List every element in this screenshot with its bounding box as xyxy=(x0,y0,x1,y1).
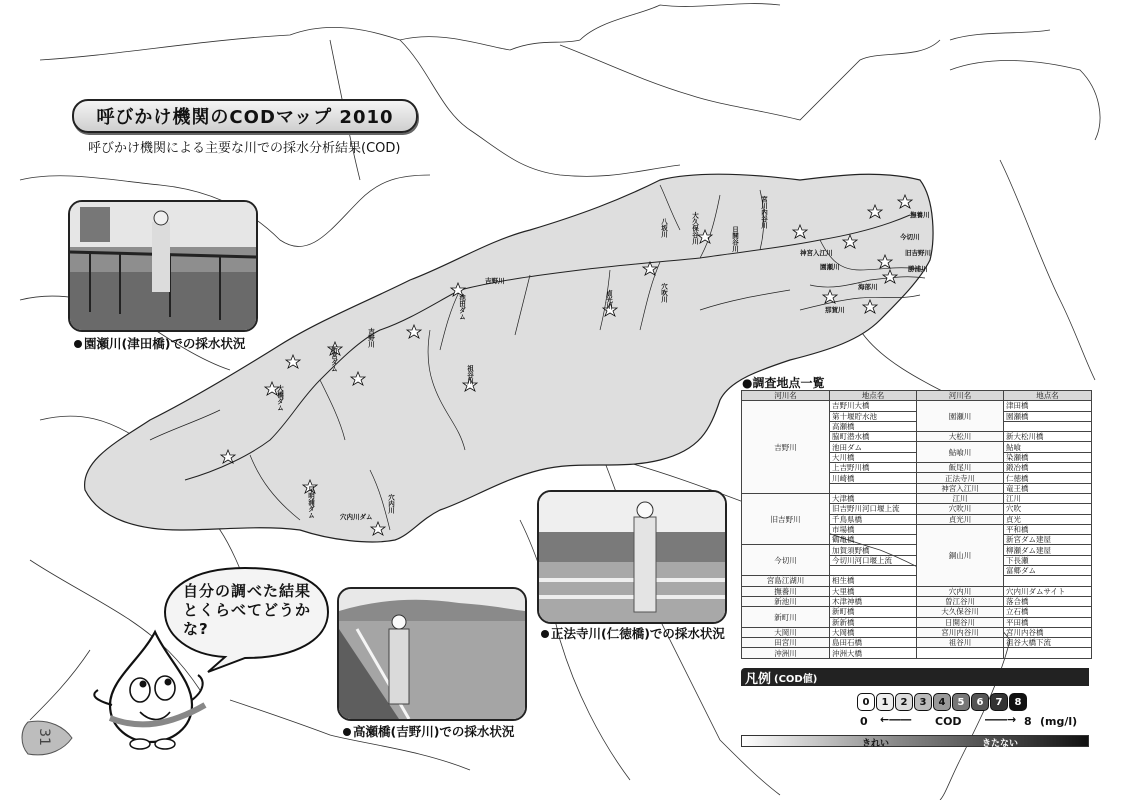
table-row xyxy=(742,648,1092,658)
legend-title-bar xyxy=(741,668,1089,686)
table-header-row xyxy=(742,391,1092,401)
scale-axis-label: COD xyxy=(935,715,962,728)
river-name-cell: 田宮川 xyxy=(742,638,830,648)
river-name-cell: 宮川内谷川 xyxy=(917,627,1004,637)
map-label-jinke: 神宮入江川 xyxy=(800,249,833,257)
legend-subtitle: (COD値) xyxy=(774,673,818,685)
scale-max: 8 xyxy=(1024,715,1032,728)
table-row xyxy=(742,401,1092,411)
site-name-cell: 江川 xyxy=(1004,493,1092,503)
site-name-cell: 竜王橋 xyxy=(1004,483,1092,493)
table-row xyxy=(742,586,1092,596)
photo-shobo-image xyxy=(539,492,725,622)
site-name-cell: 市場橋 xyxy=(830,524,917,534)
page-title: 呼びかけ機関のCODマップ 2010 xyxy=(72,99,418,133)
river-name-cell: 江川 xyxy=(917,493,1004,503)
site-name-cell: 沖洲大橋 xyxy=(830,648,917,658)
site-name-cell: 加賀須野橋 xyxy=(830,545,917,555)
site-name-cell: 千鳥県橋 xyxy=(830,514,917,524)
river-name-cell: 正法寺川 xyxy=(917,473,1004,483)
photo-takase xyxy=(337,587,527,721)
site-name-cell: 平和橋 xyxy=(1004,524,1092,534)
page-subtitle: 呼びかけ機関による主要な川での採水分析結果(COD) xyxy=(88,141,401,156)
scale-cell: 4 xyxy=(933,693,951,711)
photo-caption-text: 高瀬橋(吉野川)での採水状況 xyxy=(353,724,515,739)
site-name-cell: 平田橋 xyxy=(1004,617,1092,627)
scale-cell: 2 xyxy=(895,693,913,711)
photo-sonose xyxy=(68,200,258,332)
site-name-cell: 新新橋 xyxy=(830,617,917,627)
river-name-cell: 銅山川 xyxy=(917,524,1004,586)
scale-cell: 0 xyxy=(857,693,875,711)
site-name-cell: 穴内川ダムサイト xyxy=(1004,586,1092,596)
map-label-nichiro: 日開谷川 xyxy=(731,226,739,252)
table-row xyxy=(742,638,1092,648)
map-label-kaifu: 海部川 xyxy=(858,283,878,291)
map-label-yaso: 八坂川 xyxy=(660,218,668,238)
map-label-katsuura: 勝浦川 xyxy=(908,265,928,273)
site-name-cell: 柳瀬ダム建屋 xyxy=(1004,545,1092,555)
river-name-cell: 今切川 xyxy=(742,545,830,576)
map-label-sono: 園瀬川 xyxy=(820,263,840,271)
legend-title: 凡例 xyxy=(745,671,772,687)
site-name-cell: 立石橋 xyxy=(1004,607,1092,617)
site-name-cell: 池田ダム xyxy=(830,442,917,452)
river-name-cell: 大久保谷川 xyxy=(917,607,1004,617)
site-name-cell: 吉野川大橋 xyxy=(830,401,917,411)
site-name-cell: 園瀬橋 xyxy=(1004,411,1092,421)
header-site-2: 地点名 xyxy=(1004,391,1092,401)
clean-dirty-gradient xyxy=(741,735,1089,747)
site-name-cell: 下長瀬 xyxy=(1004,555,1092,565)
site-name-cell: 島田石橋 xyxy=(830,638,917,648)
site-name-cell xyxy=(830,566,917,576)
river-name-cell: 吉野川 xyxy=(742,401,830,494)
site-name-cell: 第十堰貯水池 xyxy=(830,411,917,421)
arrow-right-icon: ――→ xyxy=(985,713,1017,726)
table-row xyxy=(742,493,1092,503)
site-name-cell: 落合橋 xyxy=(1004,596,1092,606)
river-name-cell: 宮島江湖川 xyxy=(742,576,830,586)
photo-takase-image xyxy=(339,589,525,719)
scale-unit: (mg/l) xyxy=(1040,715,1078,728)
map-label-ohkubo: 大久保谷川 xyxy=(691,212,699,245)
site-name-cell: 鍛冶橋 xyxy=(1004,463,1092,473)
photo-shobo xyxy=(537,490,727,624)
photo-caption-takase xyxy=(343,722,514,740)
site-name-cell xyxy=(1004,421,1092,431)
site-name-cell: 津田橋 xyxy=(1004,401,1092,411)
site-name-cell: 上吉野川橋 xyxy=(830,463,917,473)
map-label-naruto: 撫養川 xyxy=(910,211,930,219)
river-name-cell: 飯尾川 xyxy=(917,463,1004,473)
map-label-yoshino2: 吉野川 xyxy=(367,328,375,348)
map-label-iya: 祖谷川 xyxy=(466,365,474,385)
map-label-shingu-dam: 新宮ダム xyxy=(330,346,338,372)
site-name-cell xyxy=(1004,576,1092,586)
river-name-cell: 撫養川 xyxy=(742,586,830,596)
river-name-cell: 新池川 xyxy=(742,596,830,606)
river-name-cell: 貞光川 xyxy=(917,514,1004,524)
table-row xyxy=(742,596,1092,606)
site-name-cell: 貞光 xyxy=(1004,514,1092,524)
table-body xyxy=(742,401,1092,658)
map-label-nakao: 那賀川 xyxy=(825,306,845,314)
bullet-dot xyxy=(343,728,351,736)
map-label-anauchi-dam: 穴内川ダム xyxy=(340,513,373,521)
map-label-anauchi: 穴内川 xyxy=(387,494,395,514)
site-name-cell: 染瀬橋 xyxy=(1004,452,1092,462)
map-label-anabuki: 穴吹川 xyxy=(660,283,668,303)
river-name-cell: 園瀬川 xyxy=(917,401,1004,432)
scale-cell: 1 xyxy=(876,693,894,711)
site-name-cell: 木津神橋 xyxy=(830,596,917,606)
map-label-miyakawauchi: 宮川内谷川 xyxy=(760,196,768,229)
river-name-cell: 旧吉野川 xyxy=(742,493,830,544)
site-name-cell: 仁徳橋 xyxy=(1004,473,1092,483)
site-name-cell: 大岡橋 xyxy=(830,627,917,637)
site-name-cell: 大里橋 xyxy=(830,586,917,596)
gradient-label-dirty: きたない xyxy=(982,739,1019,749)
river-name-cell: 新町川 xyxy=(742,607,830,628)
bullet-dot xyxy=(74,340,82,348)
site-list-table xyxy=(741,390,1092,659)
site-name-cell: 鮎喰 xyxy=(1004,442,1092,452)
scale-cell: 6 xyxy=(971,693,989,711)
scale-cell: 8 xyxy=(1009,693,1027,711)
site-name-cell: 新宮ダム建屋 xyxy=(1004,535,1092,545)
site-name-cell: 川崎橋 xyxy=(830,473,917,483)
photo-caption-sonose xyxy=(74,334,245,352)
gradient-label-clean: きれい xyxy=(862,739,890,749)
site-name-cell xyxy=(830,483,917,493)
site-name-cell: 今切川河口堰上流 xyxy=(830,555,917,565)
mascot-droplet xyxy=(94,632,205,749)
scale-cell: 3 xyxy=(914,693,932,711)
site-name-cell: 脇町潜水橋 xyxy=(830,432,917,442)
table-title: ●調査地点一覧 xyxy=(742,376,825,390)
site-name-cell: 旧吉野川河口堰上流 xyxy=(830,504,917,514)
scale-cell: 7 xyxy=(990,693,1008,711)
river-name-cell: 大松川 xyxy=(917,432,1004,442)
map-label-yoshino: 吉野川 xyxy=(485,277,505,285)
site-name-cell: 宮川内谷橋 xyxy=(1004,627,1092,637)
site-name-cell: 高瀬橋 xyxy=(830,421,917,431)
scale-cell: 5 xyxy=(952,693,970,711)
map-label-ima: 今切川 xyxy=(900,233,920,241)
bullet-dot xyxy=(541,630,549,638)
map-label-ohashi-dam: 大橋ダム xyxy=(276,385,284,411)
header-river-1: 河川名 xyxy=(742,391,830,401)
site-name-cell: 大津橋 xyxy=(830,493,917,503)
site-name-cell: 穴吹 xyxy=(1004,504,1092,514)
scale-min: 0 xyxy=(860,715,868,728)
table-row xyxy=(742,627,1092,637)
site-name-cell: 大川橋 xyxy=(830,452,917,462)
site-name-cell: 新町橋 xyxy=(830,607,917,617)
map-label-kyu-yoshino: 旧吉野川 xyxy=(905,249,931,257)
river-name-cell: 穴吹川 xyxy=(917,504,1004,514)
cod-scale xyxy=(857,693,1027,711)
river-name-cell: 神宮入江川 xyxy=(917,483,1004,493)
river-name-cell: 大岡川 xyxy=(742,627,830,637)
arrow-left-icon: ←―― xyxy=(880,713,912,726)
map-label-hayamura-dam: 早明浦ダム xyxy=(307,486,315,519)
photo-caption-text: 園瀬川(津田橋)での採水状況 xyxy=(84,336,246,351)
river-name-cell: 穴内川 xyxy=(917,586,1004,596)
site-name-cell: 鶴亀橋 xyxy=(830,535,917,545)
site-name-cell: 新大松川橋 xyxy=(1004,432,1092,442)
site-name-cell: 相生橋 xyxy=(830,576,917,586)
table-row xyxy=(742,607,1092,617)
river-name-cell: 祖谷川 xyxy=(917,638,1004,648)
map-label-ikeda-dam: 池田ダム xyxy=(458,294,466,320)
river-name-cell: 鮎喰川 xyxy=(917,442,1004,463)
page-number: 31 xyxy=(35,728,52,746)
site-name-cell: 富郷ダム xyxy=(1004,566,1092,576)
river-name-cell: 日開谷川 xyxy=(917,617,1004,627)
river-name-cell: 曽江谷川 xyxy=(917,596,1004,606)
photo-caption-text: 正法寺川(仁徳橋)での採水状況 xyxy=(551,626,725,641)
photo-sonose-image xyxy=(70,202,256,330)
site-name-cell: 祖谷大橋下流 xyxy=(1004,638,1092,648)
map-label-sadamitsu: 貞光川 xyxy=(605,290,613,310)
header-site-1: 地点名 xyxy=(830,391,917,401)
river-name-cell: 沖洲川 xyxy=(742,648,830,658)
speech-bubble-text: 自分の調べた結果とくらべてどうかな? xyxy=(183,582,312,638)
header-river-2: 河川名 xyxy=(917,391,1004,401)
photo-caption-shobo xyxy=(541,624,725,642)
